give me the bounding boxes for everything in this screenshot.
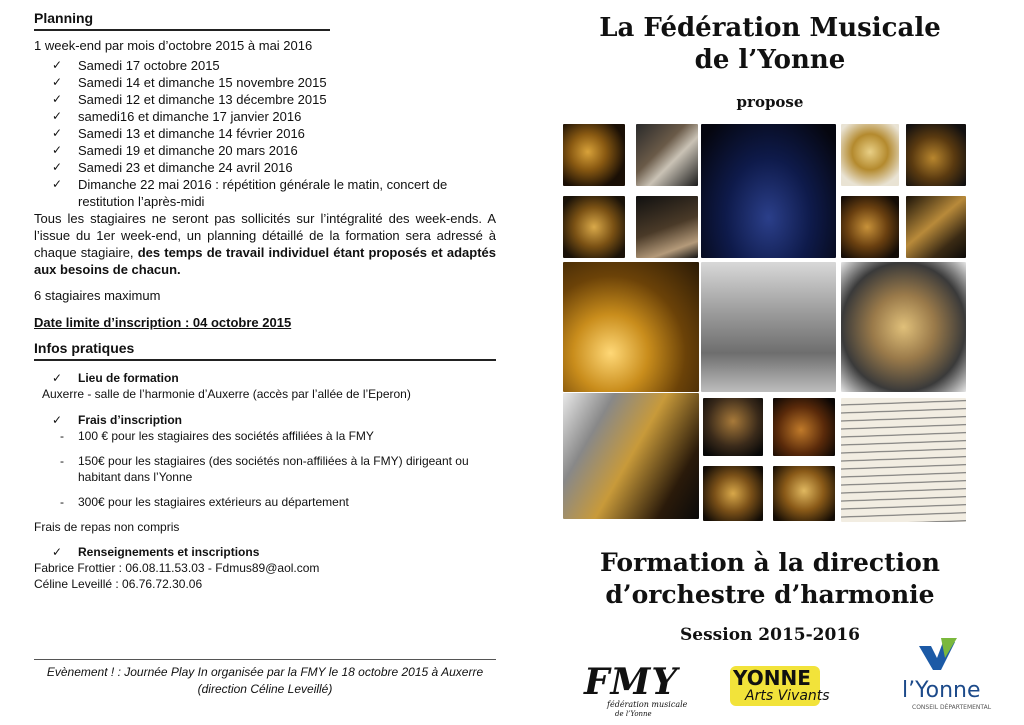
fmy-logo-sub-1: fédération musicale <box>607 700 688 709</box>
trumpet-closeup-photo <box>563 262 699 392</box>
list-item: ✓ Samedi 19 et dimanche 20 mars 2016 <box>52 143 298 158</box>
check-icon: ✓ <box>52 58 63 72</box>
dept-logo-sub: CONSEIL DÉPARTEMENTAL <box>912 704 992 711</box>
saxophone-photo <box>563 196 625 258</box>
list-item: ✓ Samedi 14 et dimanche 15 novembre 2015 <box>52 75 327 90</box>
check-icon: ✓ <box>52 75 63 89</box>
list-item: ✓ samedi16 et dimanche 17 janvier 2016 <box>52 109 302 124</box>
clarinet-photo <box>636 196 698 258</box>
deadline: Date limite d’inscription : 04 octobre 2015 <box>34 315 292 330</box>
check-icon: ✓ <box>52 126 63 140</box>
lieu-text: Auxerre - salle de l’harmonie d’Auxerre (accès par l’allée de l’Eperon) <box>42 387 411 401</box>
check-icon: ✓ <box>52 109 63 123</box>
yonne-arts-logo: YONNE <box>733 666 811 690</box>
sax-keys-photo <box>703 466 763 521</box>
sousaphone-photo <box>841 124 899 186</box>
planning-heading: Planning <box>34 10 94 26</box>
fmy-logo-sub-2: de l’Yonne <box>615 710 652 718</box>
list-item: ✓ Samedi 13 et dimanche 14 février 2016 <box>52 126 305 141</box>
event-note <box>34 659 496 698</box>
formation-title-line-2: d’orchestre d’harmonie <box>605 580 935 609</box>
frais-title: Frais d’inscription <box>78 413 183 427</box>
list-item: - 100 € pour les stagiaires des sociétés affiliées à la FMY <box>60 429 374 443</box>
cover-title-line-1: La Fédération Musicale <box>599 13 941 43</box>
list-item: ✓ Samedi 12 et dimanche 13 décembre 2015 <box>52 92 327 107</box>
percussion-photo <box>703 398 763 456</box>
check-icon: ✓ <box>52 545 63 559</box>
horn-photo <box>906 124 966 186</box>
arts-vivants-text: Arts Vivants <box>745 688 830 704</box>
contact-frottier: Fabrice Frottier : 06.08.11.53.03 - Fdmus89@aol.com <box>34 561 320 575</box>
check-icon: ✓ <box>52 160 63 174</box>
planning-rule <box>34 29 330 31</box>
fmy-logo: FMY <box>584 661 679 703</box>
contact-title-row <box>34 544 496 560</box>
left-column <box>34 10 496 592</box>
session-label: Session 2015-2016 <box>680 625 860 645</box>
dash-bullet: - <box>60 495 64 509</box>
check-icon: ✓ <box>52 92 63 106</box>
lieu-title-row <box>34 370 496 386</box>
musician-photo <box>636 124 698 186</box>
bassoon-photo <box>773 398 835 456</box>
orchestra-photo <box>701 124 836 258</box>
frais-title-row <box>34 412 496 428</box>
sheet-music-photo <box>841 398 966 522</box>
formation-title <box>560 547 980 611</box>
check-icon: ✓ <box>52 413 63 427</box>
contact-leveille: Céline Leveillé : 06.76.72.30.06 <box>34 577 203 591</box>
event-line-1: Evènement ! : Journée Play In organisée par la FMY le 18 octobre 2015 à Auxerre <box>46 665 484 679</box>
event-line-2: (direction Céline Leveillé) <box>197 682 333 696</box>
repas-text: Frais de repas non compris <box>34 520 180 534</box>
list-item: ✓ Samedi 23 et dimanche 24 avril 2016 <box>52 160 293 175</box>
list-item: - 300€ pour les stagiaires extérieurs au département <box>60 495 349 509</box>
trombone-photo <box>841 196 899 258</box>
dept-logo: l’Yonne <box>902 678 981 703</box>
formation-title-line-1: Formation à la direction <box>600 548 940 577</box>
list-item: ✓ Samedi 17 octobre 2015 <box>52 58 220 73</box>
list-item: - 150€ pour les stagiaires (des sociétés non-affiliées à la FMY) dirigeant ou habitant dans l’Yonne <box>60 454 469 484</box>
list-item: ✓ Dimanche 22 mai 2016 : répétition générale le matin, concert de restitution l’après-midi <box>52 177 448 209</box>
dash-bullet: - <box>60 429 64 443</box>
yonne-y-icon <box>915 636 961 678</box>
infos-heading: Infos pratiques <box>34 340 135 356</box>
brass-bell-photo <box>773 466 835 521</box>
trumpet-photo <box>563 124 625 186</box>
planning-paragraph: Tous les stagiaires ne seront pas sollicités sur l’intégralité des week-ends. A l’issue du 1er week-end, un planning détaillé de la formation sera adressé à chaque stagiaire, des temps de travail individuel étant proposés et adaptés aux besoins de chacun. <box>34 211 496 277</box>
dash-bullet: - <box>60 454 64 468</box>
contact-title: Renseignements et inscriptions <box>78 545 260 559</box>
max-trainees: 6 stagiaires maximum <box>34 288 161 303</box>
brass-photo <box>906 196 966 258</box>
band-rehearsal-photo <box>701 262 836 392</box>
check-icon: ✓ <box>52 143 63 157</box>
check-icon: ✓ <box>52 371 63 385</box>
cover-title <box>560 12 980 76</box>
propose-label: propose <box>736 93 804 111</box>
lieu-title: Lieu de formation <box>78 371 179 385</box>
infos-rule <box>34 359 496 361</box>
planning-date-list <box>34 57 496 210</box>
planning-intro: 1 week-end par mois d’octobre 2015 à mai 2016 <box>34 38 313 53</box>
trombones-photo <box>841 262 966 392</box>
check-icon: ✓ <box>52 177 63 191</box>
saxophone-score-photo <box>563 393 699 519</box>
cover-title-line-2: de l’Yonne <box>694 45 846 75</box>
